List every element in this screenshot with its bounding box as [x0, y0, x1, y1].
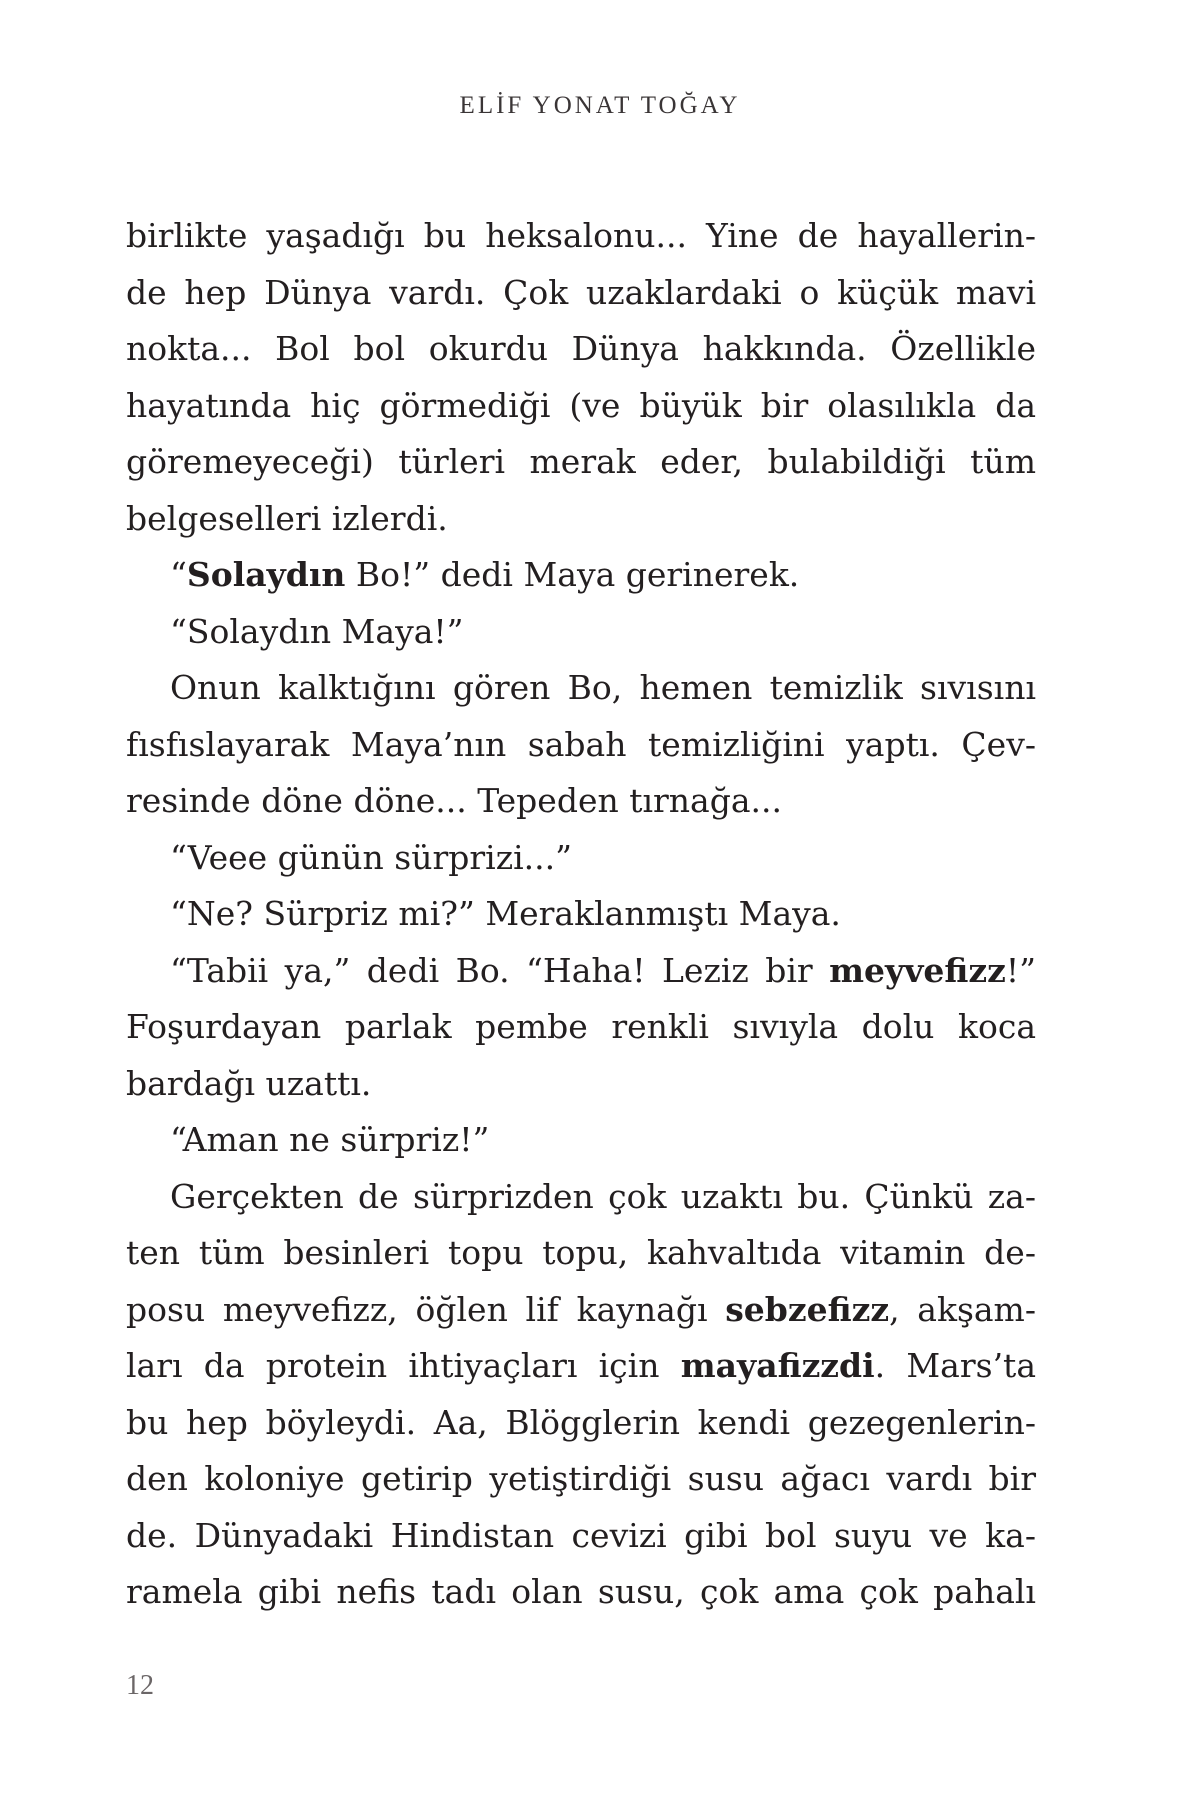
text-line — [126, 1338, 1036, 1395]
text-line — [126, 265, 1036, 322]
text-segment: bu hep böyleydi. Aa, Blögglerin kendi gezegenlerin- — [126, 1402, 1036, 1442]
text-segment: . Mars’ta — [874, 1346, 1036, 1385]
body-text — [126, 208, 1036, 1621]
bold-term: mayafizzdi — [680, 1346, 875, 1385]
text-line — [126, 943, 1036, 1000]
bold-term: Solaydın — [186, 555, 346, 594]
text-line — [126, 1282, 1036, 1339]
text-segment: “ — [170, 555, 187, 594]
text-line — [126, 434, 1036, 491]
text-segment: birlikte yaşadığı bu heksalonu... Yine de hayallerin- — [126, 216, 1036, 255]
text-segment: fısfıslayarak Maya’nın sabah temizliğini yaptı. Çev- — [126, 724, 1036, 764]
text-segment: Gerçekten de sürprizden çok uzaktı bu. Çünkü za- — [170, 1176, 1036, 1216]
text-line — [126, 660, 1036, 717]
page-number: 12 — [126, 1670, 154, 1701]
text-segment: !” — [1005, 950, 1036, 990]
text-line — [126, 1508, 1036, 1565]
text-line — [126, 1225, 1036, 1282]
text-line — [126, 208, 1036, 265]
text-segment: “Aman ne sürpriz!” — [170, 1120, 490, 1159]
text-line — [126, 1169, 1036, 1226]
text-line — [126, 1056, 1036, 1113]
text-segment: hayatında hiç görmediği (ve büyük bir olasılıkla da — [126, 385, 1036, 425]
text-line — [126, 491, 1036, 548]
text-line — [126, 321, 1036, 378]
text-segment: posu meyvefizz, öğlen lif kaynağı — [126, 1289, 726, 1329]
text-segment: resinde döne döne... Tepeden tırnağa... — [126, 781, 783, 820]
text-segment: belgeselleri izlerdi. — [126, 498, 448, 538]
text-segment: nokta... Bol bol okurdu Dünya hakkında. Özellikle — [126, 329, 1036, 368]
text-line — [126, 886, 1036, 943]
text-segment: “Ne? Sürpriz mi?” Meraklanmıştı Maya. — [170, 894, 841, 933]
text-segment: ları da protein ihtiyaçları için — [126, 1346, 681, 1385]
text-segment: “Solaydın Maya!” — [170, 611, 464, 651]
text-line — [126, 378, 1036, 435]
text-segment: “Tabii ya,” dedi Bo. “Haha! Leziz bir — [170, 950, 830, 990]
text-segment: ten tüm besinleri topu topu, kahvaltıda vitamin de- — [126, 1233, 1036, 1272]
text-line — [126, 773, 1036, 830]
text-line — [126, 1395, 1036, 1452]
text-segment: bardağı uzattı. — [126, 1063, 372, 1103]
text-segment: , akşam- — [889, 1289, 1036, 1329]
text-segment: “Veee günün sürprizi...” — [170, 837, 572, 877]
text-segment: den koloniye getirip yetiştirdiği susu ağacı vardı bir — [126, 1459, 1036, 1498]
text-line — [126, 830, 1036, 887]
text-line — [126, 547, 1036, 604]
text-line — [126, 999, 1036, 1056]
text-segment: Bo!” dedi Maya gerinerek. — [345, 555, 800, 594]
text-segment: Foşurdayan parlak pembe renkli sıvıyla dolu koca — [126, 1007, 1036, 1046]
text-segment: ramela gibi nefis tadı olan susu, çok ama çok pahalı — [126, 1572, 1036, 1611]
text-line — [126, 1451, 1036, 1508]
text-line — [126, 604, 1036, 661]
text-line — [126, 1112, 1036, 1169]
text-segment: de. Dünyadaki Hindistan cevizi gibi bol suyu ve ka- — [126, 1515, 1036, 1555]
text-line — [126, 717, 1036, 774]
bold-term: sebzefizz — [725, 1289, 890, 1329]
text-segment: Onun kalktığını gören Bo, hemen temizlik sıvısını — [170, 668, 1036, 707]
running-head: ELİF YONAT TOĞAY — [459, 92, 741, 119]
text-line — [126, 1564, 1036, 1621]
text-segment: göremeyeceği) türleri merak eder, bulabildiği tüm — [126, 442, 1036, 481]
text-segment: de hep Dünya vardı. Çok uzaklardaki o küçük mavi — [126, 272, 1036, 312]
bold-term: meyvefizz — [829, 950, 1006, 990]
